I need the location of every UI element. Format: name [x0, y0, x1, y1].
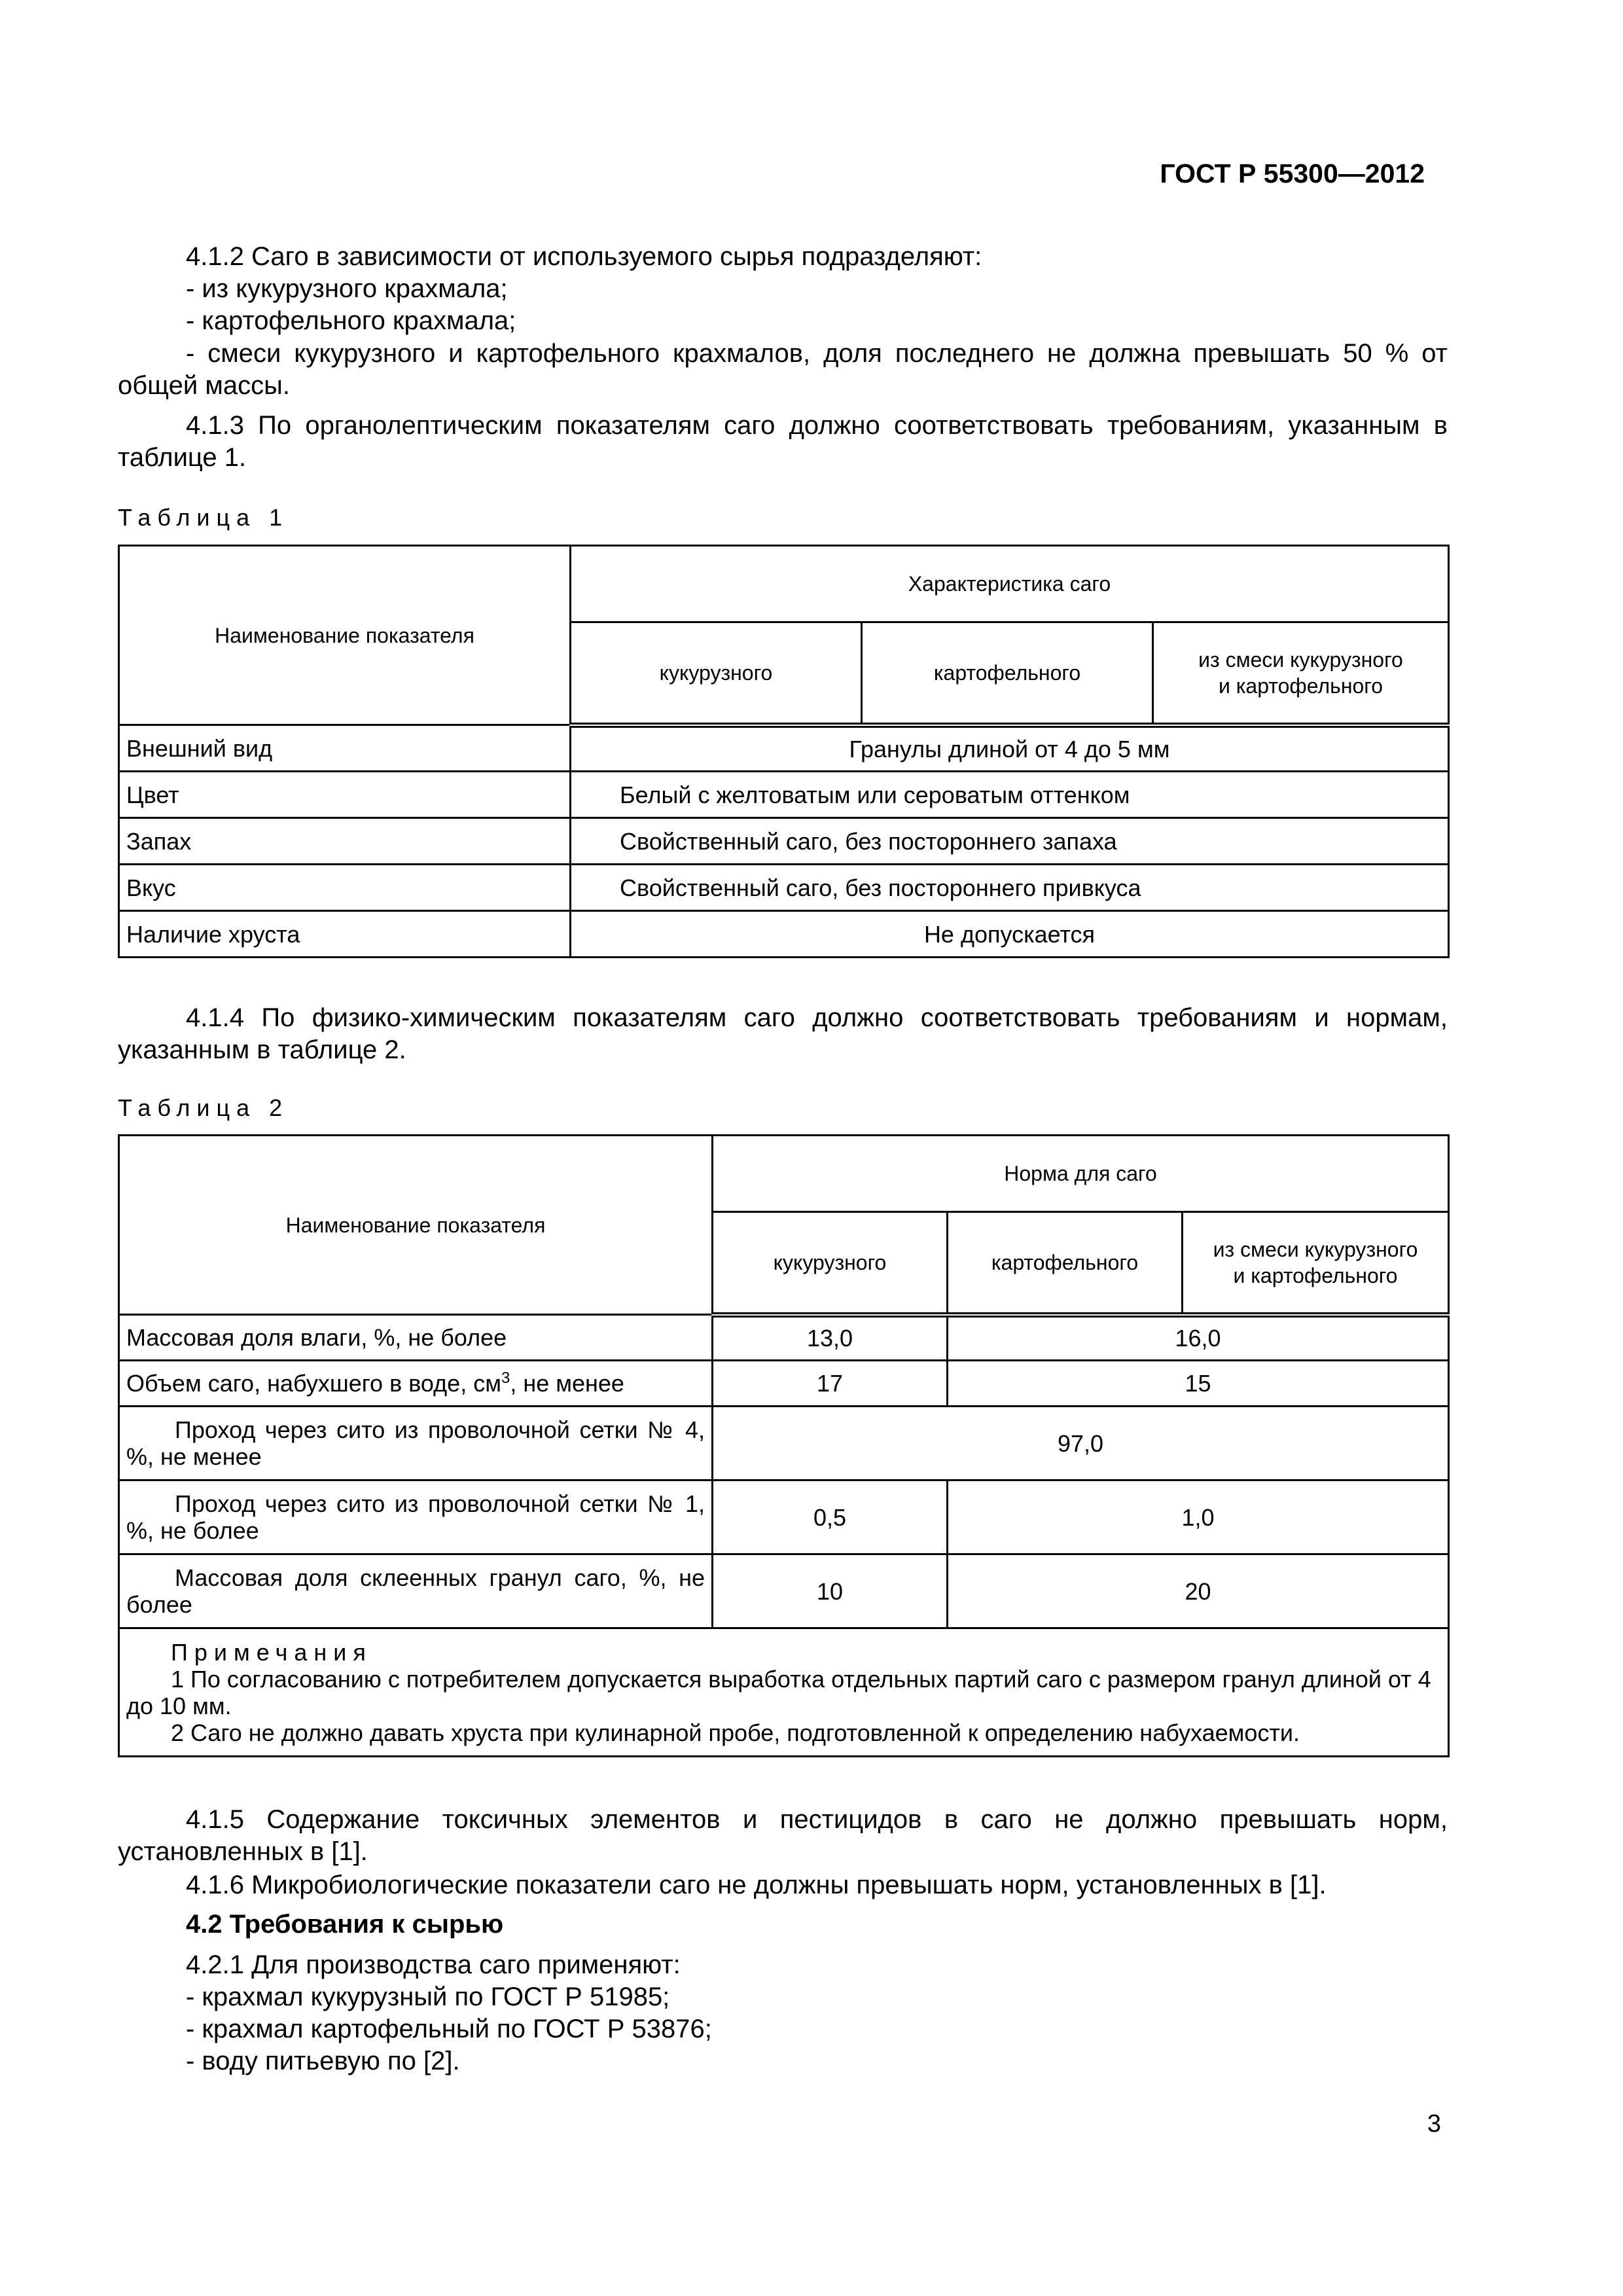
table-2-row-value: 16,0: [948, 1315, 1449, 1361]
table-2-row-name: Проход через сито из проволочной сетки № 1, %, не более: [119, 1480, 713, 1554]
table-2-head-group: Норма для саго: [713, 1136, 1449, 1212]
table-2-row-value: 1,0: [948, 1480, 1449, 1554]
table-2-row-value: 17: [713, 1361, 948, 1407]
table-1-row-name: Запах: [119, 818, 571, 865]
table-2-caption: Таблица 2: [118, 1094, 289, 1121]
table-1-head-col: из смеси кукурузного и картофельного: [1153, 622, 1449, 725]
table-1-row-name: Цвет: [119, 772, 571, 818]
list-item-corn-starch-standard: - крахмал кукурузный по ГОСТ Р 51985;: [186, 1982, 670, 2011]
section-4-2-title: 4.2 Требования к сырью: [186, 1910, 504, 1939]
table-1-row-value: Гранулы длиной от 4 до 5 мм: [571, 725, 1449, 772]
table-2-head-col: из смеси кукурузного и картофельного: [1183, 1212, 1449, 1315]
page-number: 3: [1427, 2110, 1441, 2138]
table-1-row-value: Свойственный саго, без постороннего запаха: [571, 818, 1449, 865]
note-2: 2 Саго не должно давать хруста при кулинарной пробе, подготовленной к определению набухаемости.: [171, 1719, 1300, 1746]
table-2-head-col: кукурузного: [713, 1212, 948, 1315]
table-2-head-col: картофельного: [948, 1212, 1183, 1315]
table-2-row-value: 0,5: [713, 1480, 948, 1554]
table-2-row-value: 97,0: [713, 1407, 1449, 1480]
list-item-potato-starch: - картофельного крахмала;: [186, 306, 516, 335]
table-2-row-name: Объем саго, набухшего в воде, $см^3$, не менее: [119, 1361, 713, 1407]
table-2-row-name: Проход через сито из проволочной сетки № 4, %, не менее: [119, 1407, 713, 1480]
clause-4-1-6: 4.1.6 Микробиологические показатели саго не должны превышать норм, установленных в [1].: [186, 1871, 1327, 1899]
table-1-row-name: Вкус: [119, 865, 571, 911]
notes-title: Примечания: [171, 1638, 372, 1666]
table-2-row-value: 15: [948, 1361, 1449, 1407]
table-2-row-value: 13,0: [713, 1315, 948, 1361]
note-1: 1 По согласованию с потребителем допускается выработка отдельных партий саго с размером гранул длиной от 4 до 10 мм.: [126, 1665, 1431, 1719]
table-2-row-name: Массовая доля влаги, %, не более: [119, 1315, 713, 1361]
table-1-head-name: Наименование показателя: [119, 546, 571, 725]
clause-4-1-5: 4.1.5 Содержание токсичных элементов и пестицидов в саго не должно превышать норм, установленных в [1].: [118, 1805, 1448, 1866]
list-item-drinking-water: - воду питьевую по [2].: [186, 2047, 460, 2075]
clause-4-1-4: 4.1.4 По физико-химическим показателям саго должно соответствовать требованиям и нормам, указанным в таблице 2.: [118, 1003, 1448, 1064]
clause-4-1-3: 4.1.3 По органолептическим показателям саго должно соответствовать требованиям, указанным в таблице 1.: [118, 411, 1448, 472]
table-2-row-name: Массовая доля склеенных гранул саго, %, не более: [119, 1554, 713, 1628]
table-2-notes: [119, 1628, 1449, 1757]
table-2-row-value: 20: [948, 1554, 1449, 1628]
document-code: ГОСТ Р 55300—2012: [1160, 158, 1425, 188]
table-1: [118, 545, 1450, 958]
list-item-potato-starch-standard: - крахмал картофельный по ГОСТ Р 53876;: [186, 2015, 712, 2043]
table-1-row-name: Наличие хруста: [119, 911, 571, 958]
table-1-row-value: Белый с желтоватым или сероватым оттенком: [571, 772, 1449, 818]
list-item-starch-mix: - смеси кукурузного и картофельного крахмалов, доля последнего не должна превышать 50 % от общей массы.: [118, 339, 1448, 400]
table-2-row-value: 10: [713, 1554, 948, 1628]
table-1-head-col: кукурузного: [571, 622, 862, 725]
table-1-row-value: Не допускается: [571, 911, 1449, 958]
table-1-head-group: Характеристика саго: [571, 546, 1449, 622]
table-1-row-value: Свойственный саго, без постороннего привкуса: [571, 865, 1449, 911]
table-1-row-name: Внешний вид: [119, 725, 571, 772]
list-item-corn-starch: - из кукурузного крахмала;: [186, 274, 508, 303]
table-2: [118, 1134, 1450, 1757]
clause-4-1-2-intro: 4.1.2 Саго в зависимости от используемого сырья подразделяют:: [186, 242, 982, 271]
table-1-caption: Таблица 1: [118, 504, 289, 531]
clause-4-2-1-intro: 4.2.1 Для производства саго применяют:: [186, 1950, 681, 1979]
table-1-head-col: картофельного: [862, 622, 1153, 725]
table-2-head-name: Наименование показателя: [119, 1136, 713, 1315]
